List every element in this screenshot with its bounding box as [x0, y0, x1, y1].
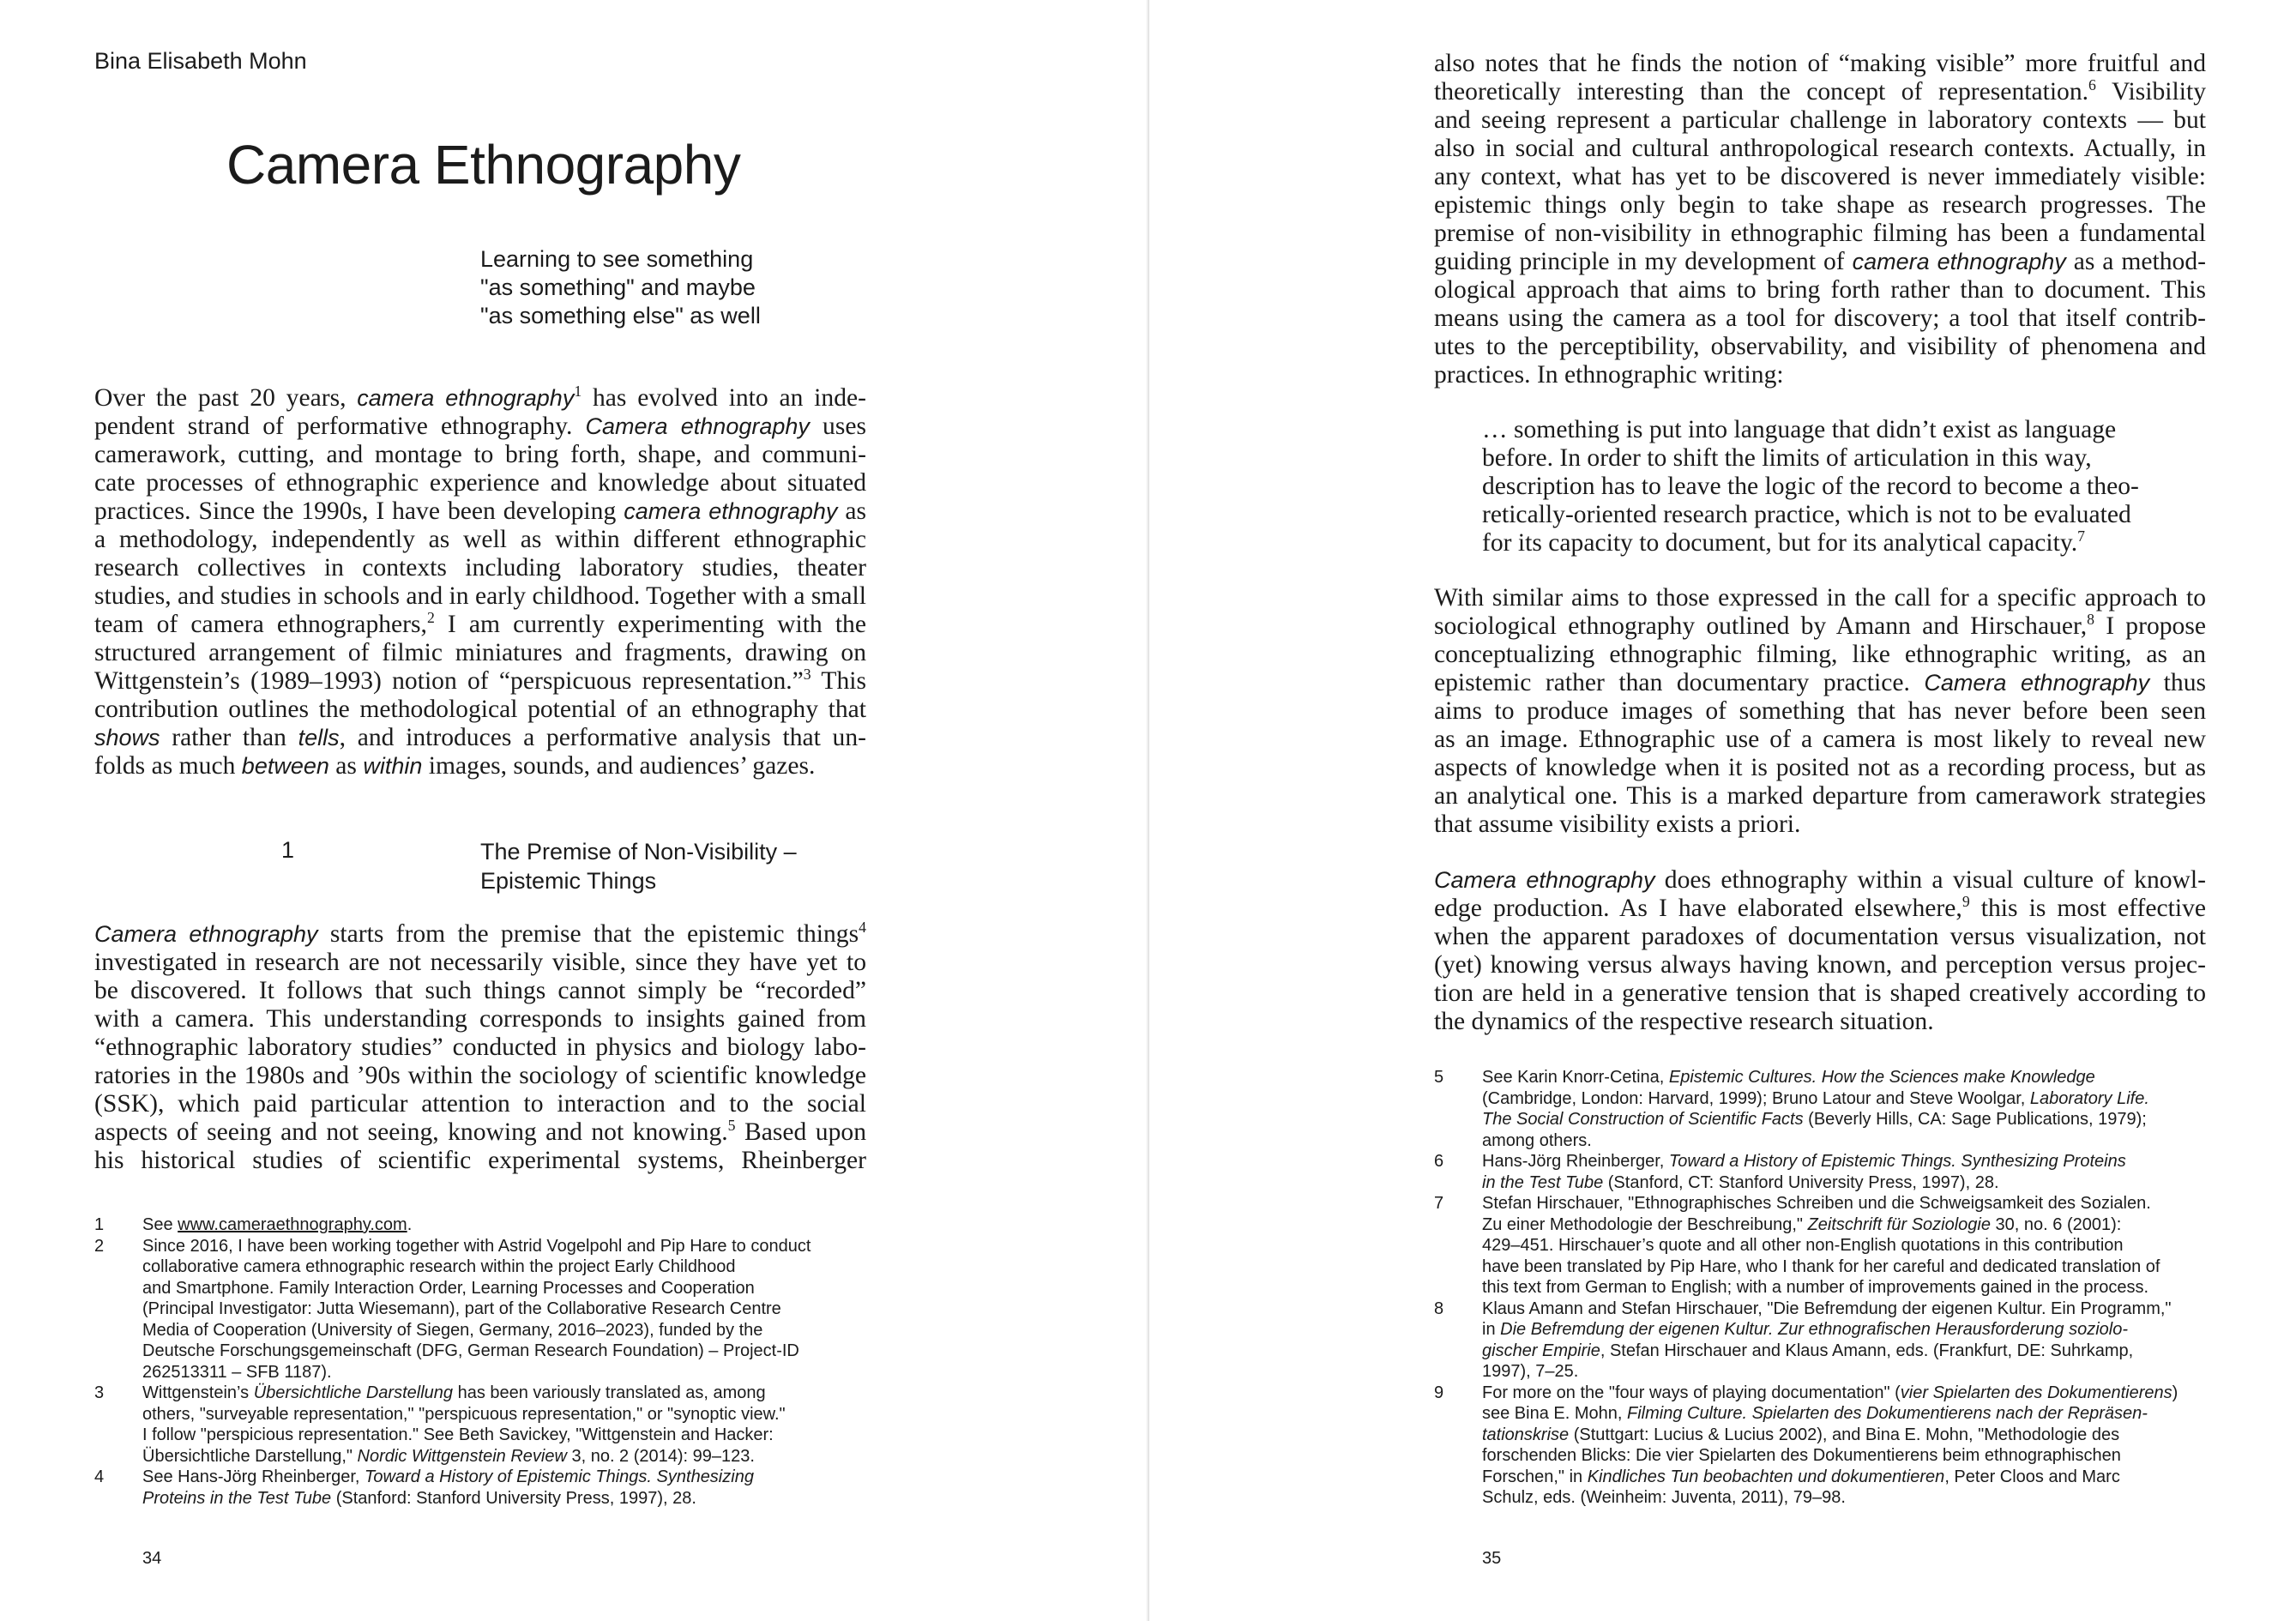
chapter-title: Camera Ethnography — [226, 134, 741, 196]
section-title-line: Epistemic Things — [480, 868, 657, 894]
footnote-link[interactable]: www.cameraethnography.com — [178, 1215, 407, 1234]
footnote-4: 4 See Hans-Jörg Rheinberger, Toward a History of Epistemic Things. Synthesizing Proteins in the Test Tube (Stanford: Stanford University Press, 1997), 28. — [94, 1467, 754, 1508]
section-title-line: The Premise of Non-Visibility – — [480, 839, 797, 865]
page-number: 34 — [142, 1549, 162, 1568]
section-number: 1 — [281, 837, 295, 863]
paragraph-amann-hirschauer: With similar aims to those expressed in the call for a specific approach to sociological ethnography outlined by Amann and Hirschauer,$^8$ I propose conceptualizing ethnographic filming, like ethnographic writing, as an epistemic rather than documentary practice. Camera ethnography thus aims to produce images of something that has never before been seen as an image. Ethnographic use of a camera is most likely to reveal new aspects of knowledge when it is posited not as a recording process, but as an analytical one. This is a marked departure from camerawork strategies that assume visibility exists a priori. — [1434, 584, 2207, 838]
block-quote: … something is put into language that didn’t exist as language before. In order to shift the limits of articulation in this way, description has to leave the logic of the record to become a theo- retically-oriented research practice, which is not to be evaluated for its capacity to document, but for its analytical capacity.$^7$ — [1482, 416, 2139, 557]
right-page — [1149, 0, 2296, 1621]
subtitle-line: Learning to see something — [480, 246, 754, 272]
chapter-subtitle — [480, 245, 761, 330]
footnotes-left — [94, 1214, 866, 1509]
subtitle-line: "as something else" as well — [480, 303, 761, 328]
paragraph-visual-culture: Camera ethnography does ethnography within a visual culture of knowl- edge production. As I have elaborated elsewhere,$^9$ this is most effective when the apparent paradoxes of documentation versus visualization, not (yet) knowing versus always having known, and perception versus projec- tion are held in a generative tension that is shaped creatively according to the dynamics of the respective research situation. — [1434, 866, 2206, 1035]
section-title — [480, 837, 797, 895]
running-head-author: Bina Elisabeth Mohn — [94, 48, 307, 74]
subtitle-line: "as something" and maybe — [480, 274, 756, 300]
footnote-7: 7 Stefan Hirschauer, "Ethnographisches Schreiben und die Schweigsamkeit des Sozialen. Zu einer Methodologie der Beschreibung," Zeitschrift für Soziologie 30, no. 6 (2001): 429–451. Hirschauer’s quote and all other non-English quotations in this contribution have been translated by Pip Hare, who I thank for her careful and dedicated translation of this text from German to English; with a number of improvements gained in the process. — [1434, 1194, 2160, 1297]
footnote-9: 9 For more on the "four ways of playing documentation" (vier Spielarten des Dokumentierens) see Bina E. Mohn, Filming Culture. Spielarten des Dokumentierens nach der Repräsen- tationskrise (Stuttgart: Lucius & Lucius 2002), and Bina E. Mohn, "Methodologie des forschenden Blicks: Die vier Spielarten des Dokumentierens beim ethnographischen Forschen," in Kindliches Tun beobachten und dokumentieren, Peter Cloos and Marc Schulz, eds. (Weinheim: Juventa, 2011), 79–98. — [1434, 1383, 2178, 1507]
footnote-5: 5 See Karin Knorr-Cetina, Epistemic Cultures. How the Sciences make Knowledge (Cambridge, London: Harvard, 1999); Bruno Latour and Steve Woolgar, Laboratory Life. The Social Construction of Scientific Facts (Beverly Hills, CA: Sage Publications, 1979); among others. — [1434, 1068, 2149, 1150]
footnote-8: 8 Klaus Amann and Stefan Hirschauer, "Die Befremdung der eigenen Kultur. Ein Programm," in Die Befremdung der eigenen Kultur. Zur ethnografischen Herausforderung soziolo- gischer Empirie, Stefan Hirschauer and Klaus Amann, eds. (Frankfurt, DE: Suhrkamp, 1997), 7–25. — [1434, 1299, 2172, 1381]
intro-paragraph: Over the past 20 years, camera ethnography$^1$ has evolved into an inde- pendent strand of performative ethnography. Camera ethnography uses camerawork, cutting, and montage to bring forth, shape, and communi- cate processes of ethnographic experience and knowledge about situated practices. Since the 1990s, I have been developing camera ethnography as a methodology, independently as well as within different ethnographic research collectives in contexts including laboratory studies, theater studies, and studies in schools and in early childhood. Together with a small team of camera ethnographers,$^2$ I am currently experimenting with the structured arrangement of filmic miniatures and fragments, drawing on Wittgenstein’s (1989–1993) notion of “perspicuous representation.”$^3$ This contribution outlines the methodological potential of an ethnography that shows rather than tells, and introduces a performative analysis that un- folds as much between as within images, sounds, and audiences’ gazes. — [94, 383, 866, 780]
footnote-2: 2 Since 2016, I have been working together with Astrid Vogelpohl and Pip Hare to conduct collaborative camera ethnographic research within the project Early Childhood and Smartphone. Family Interaction Order, Learning Processes and Cooperation (Principal Investigator: Jutta Wiesemann), part of the Collaborative Research Centre Media of Cooperation (University of Siegen, Germany, 2016–2023), funded by the Deutsche Forschungsgemeinschaft (DFG, German Research Foundation) – Project-ID 262513311 – SFB 1187). — [94, 1236, 811, 1382]
footnote-6: 6 Hans-Jörg Rheinberger, Toward a History of Epistemic Things. Synthesizing Proteins in the Test Tube (Stanford, CT: Stanford University Press, 1997), 28. — [1434, 1152, 2126, 1192]
footnote-3: 3 Wittgenstein’s Übersichtliche Darstellung has been variously translated as, among others, "surveyable representation," "perspicuous representation," or "synoptic view." I follow "perspicious representation." See Beth Savickey, "Wittgenstein and Hacker: Übersichtliche Darstellung," Nordic Wittgenstein Review 3, no. 2 (2014): 99–123. — [94, 1383, 786, 1466]
continued-paragraph: also notes that he finds the notion of “making visible” more fruitful and theoretically interesting than the concept of representation.$^6$ Visibility and seeing represent a particular challenge in laboratory contexts — but also in social and cultural anthropological research contexts. Actually, in any context, what has yet to be discovered is never immediately visible: epistemic things only begin to take shape as research progresses. The premise of non-visibility in ethnographic filming has been a fundamental guiding principle in my development of camera ethnography as a method- ological approach that aims to bring forth rather than to document. This means using the camera as a tool for discovery; a tool that itself contrib- utes to the perceptibility, observability, and visibility of phenomena and practices. In ethnographic writing: — [1434, 50, 2207, 389]
footnotes-right — [1434, 1067, 2206, 1509]
footnote-1: 1 See www.cameraethnography.com. — [94, 1215, 413, 1234]
page-number: 35 — [1482, 1549, 1502, 1568]
section-1-paragraph: Camera ethnography starts from the premise that the epistemic things$^4$ investigated in research are not necessarily visible, since they have yet to be discovered. It follows that such things cannot simply be “recorded” with a camera. This understanding corresponds to insights gained from “ethnographic laboratory studies” conducted in physics and biology labo- ratories in the 1980s and ’90s within the sociology of scientific knowledge (SSK), which paid particular attention to interaction and to the social aspects of seeing and not seeing, knowing and not knowing.$^5$ Based upon his historical studies of scientific experimental systems, Rheinberger — [94, 919, 866, 1174]
